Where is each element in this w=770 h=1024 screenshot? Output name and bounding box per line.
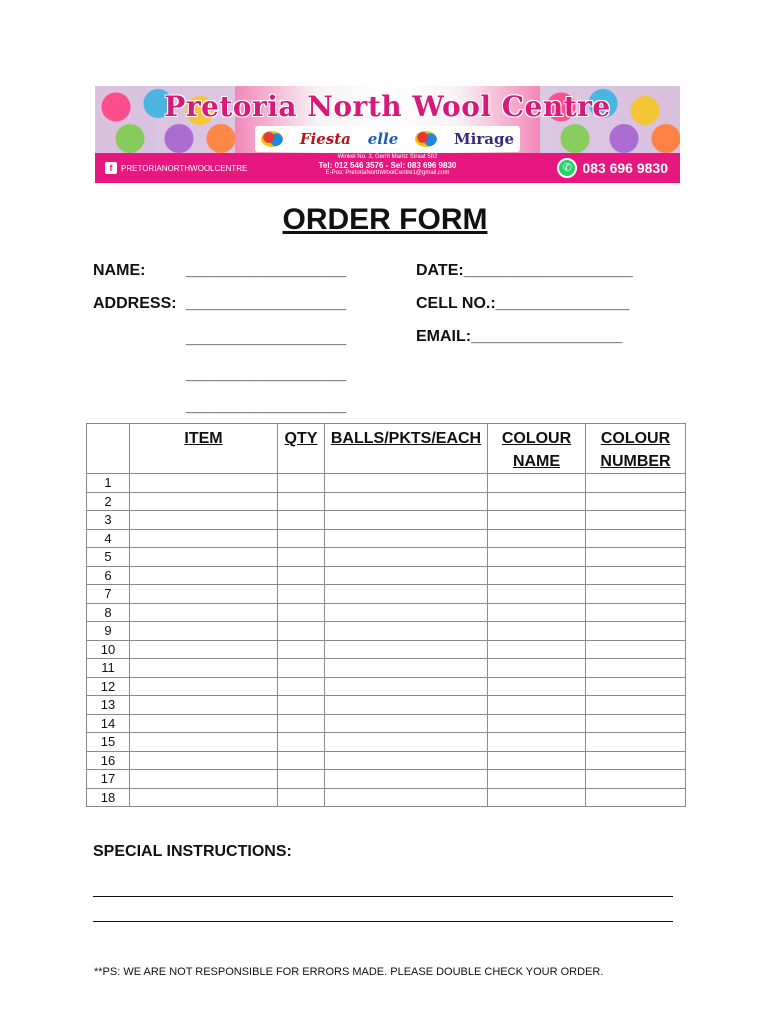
item-cell[interactable] [130,548,278,567]
table-row [87,714,686,733]
special-instructions-label: SPECIAL INSTRUCTIONS: [93,843,292,860]
item-cell[interactable] [130,511,278,530]
name-field[interactable]: __________________ [186,262,347,279]
table-row [87,529,686,548]
header-item: ITEM [130,424,278,474]
colour-number-cell[interactable] [586,659,686,678]
colour-name-cell[interactable] [488,696,586,715]
qty-cell[interactable] [278,529,325,548]
facebook-icon: f [105,162,117,174]
brand-fiesta: Fiesta [299,130,351,148]
header-qty: QTY [278,424,325,474]
balls-pkts-each-cell[interactable] [325,677,488,696]
balls-pkts-each-cell[interactable] [325,696,488,715]
colour-number-cell[interactable] [586,511,686,530]
order-table [86,423,686,807]
contact-details [275,154,500,177]
colour-name-cell[interactable] [488,714,586,733]
colour-name-cell[interactable] [488,585,586,604]
form-title: ORDER FORM [282,203,488,236]
item-cell[interactable] [130,751,278,770]
colour-number-cell[interactable] [586,474,686,493]
colour-name-cell[interactable] [488,511,586,530]
balls-pkts-each-cell[interactable] [325,788,488,807]
row-number: 3 [87,511,130,530]
store-email: E-Pos: PretoriaNorthWoolCentre1@gmail.com [325,170,450,177]
qty-cell[interactable] [278,751,325,770]
colour-name-cell[interactable] [488,788,586,807]
date-field[interactable] [416,262,633,280]
table-row [87,788,686,807]
item-cell[interactable] [130,585,278,604]
address-field-line-3[interactable]: __________________ [186,366,347,383]
email-blank: _________________ [471,328,623,345]
item-cell[interactable] [130,566,278,585]
item-cell[interactable] [130,677,278,696]
header-number [87,424,130,474]
row-number: 12 [87,677,130,696]
balls-pkts-each-cell[interactable] [325,585,488,604]
address-field-line-1[interactable]: __________________ [186,295,347,312]
table-row [87,603,686,622]
colour-number-cell[interactable] [586,770,686,789]
balls-pkts-each-cell[interactable] [325,733,488,752]
brand-elle: elle [367,130,399,148]
yarn-ball-icon [415,131,437,147]
colour-number-cell[interactable] [586,733,686,752]
colour-name-cell[interactable] [488,529,586,548]
qty-cell[interactable] [278,788,325,807]
header-balls-pkts-each: BALLS/PKTS/EACH [325,424,488,474]
colour-name-cell[interactable] [488,751,586,770]
header-colour-number: COLOUR NUMBER [586,424,686,474]
row-number: 15 [87,733,130,752]
name-label: NAME: [93,262,146,279]
item-cell[interactable] [130,474,278,493]
colour-number-cell[interactable] [586,622,686,641]
disclaimer-footnote: **PS: WE ARE NOT RESPONSIBLE FOR ERRORS MADE. PLEASE DOUBLE CHECK YOUR ORDER. [94,966,604,978]
colour-name-cell[interactable] [488,548,586,567]
cell-label: CELL NO.: [416,295,496,312]
table-row [87,696,686,715]
colour-name-cell[interactable] [488,622,586,641]
qty-cell[interactable] [278,566,325,585]
colour-number-cell[interactable] [586,677,686,696]
table-row [87,659,686,678]
item-cell[interactable] [130,659,278,678]
balls-pkts-each-cell[interactable] [325,770,488,789]
item-cell[interactable] [130,788,278,807]
qty-cell[interactable] [278,714,325,733]
qty-cell[interactable] [278,677,325,696]
row-number: 6 [87,566,130,585]
colour-number-cell[interactable] [586,548,686,567]
brand-mirage: Mirage [454,130,514,148]
qty-cell[interactable] [278,603,325,622]
brand-logos [255,126,520,152]
table-row [87,677,686,696]
row-number: 2 [87,492,130,511]
order-rows [87,474,686,807]
colour-name-cell[interactable] [488,677,586,696]
colour-name-cell[interactable] [488,733,586,752]
colour-number-cell[interactable] [586,566,686,585]
qty-cell[interactable] [278,733,325,752]
table-row [87,770,686,789]
qty-cell[interactable] [278,511,325,530]
table-row [87,751,686,770]
colour-number-cell[interactable] [586,603,686,622]
row-number: 16 [87,751,130,770]
instructions-line-1[interactable] [93,896,673,897]
row-number: 14 [87,714,130,733]
colour-number-cell[interactable] [586,585,686,604]
colour-number-cell[interactable] [586,696,686,715]
table-row [87,474,686,493]
qty-cell[interactable] [278,548,325,567]
colour-number-cell[interactable] [586,788,686,807]
item-cell[interactable] [130,696,278,715]
colour-name-cell[interactable] [488,640,586,659]
table-row [87,492,686,511]
address-field-line-4[interactable]: __________________ [186,398,347,415]
table-row [87,566,686,585]
row-number: 4 [87,529,130,548]
date-label: DATE: [416,262,464,279]
row-number: 9 [87,622,130,641]
table-header-row [87,424,686,474]
row-number: 10 [87,640,130,659]
qty-cell[interactable] [278,474,325,493]
table-row [87,548,686,567]
row-number: 5 [87,548,130,567]
store-name: Pretoria North Wool Centre [164,90,611,123]
colour-name-cell[interactable] [488,603,586,622]
social-handle [105,162,247,174]
balls-pkts-each-cell[interactable] [325,492,488,511]
qty-cell[interactable] [278,622,325,641]
qty-cell[interactable] [278,770,325,789]
row-number: 11 [87,659,130,678]
whatsapp-contact [557,158,668,178]
balls-pkts-each-cell[interactable] [325,566,488,585]
item-cell[interactable] [130,640,278,659]
colour-number-cell[interactable] [586,492,686,511]
qty-cell[interactable] [278,659,325,678]
colour-name-cell[interactable] [488,474,586,493]
item-cell[interactable] [130,529,278,548]
table-row [87,622,686,641]
balls-pkts-each-cell[interactable] [325,529,488,548]
item-cell[interactable] [130,622,278,641]
date-blank: ___________________ [463,262,633,279]
table-row [87,585,686,604]
qty-cell[interactable] [278,640,325,659]
qty-cell[interactable] [278,585,325,604]
balls-pkts-each-cell[interactable] [325,511,488,530]
row-number: 17 [87,770,130,789]
colour-number-cell[interactable] [586,751,686,770]
colour-name-cell[interactable] [488,566,586,585]
row-number: 8 [87,603,130,622]
cell-blank: _______________ [495,295,630,312]
whatsapp-icon: ✆ [557,158,577,178]
row-number: 18 [87,788,130,807]
address-field-line-2[interactable]: __________________ [186,330,347,347]
store-address: Winkel No. 3, Gerrit Maritz Straat 582 [337,154,438,160]
contact-strip [95,153,680,183]
instructions-line-2[interactable] [93,921,673,922]
balls-pkts-each-cell[interactable] [325,548,488,567]
table-row [87,640,686,659]
balls-pkts-each-cell[interactable] [325,622,488,641]
row-number: 7 [87,585,130,604]
store-banner [95,86,680,183]
email-label: EMAIL: [416,328,472,345]
colour-number-cell[interactable] [586,640,686,659]
colour-name-cell[interactable] [488,659,586,678]
row-number: 13 [87,696,130,715]
whatsapp-number: 083 696 9830 [582,160,668,176]
balls-pkts-each-cell[interactable] [325,751,488,770]
table-row [87,733,686,752]
address-label: ADDRESS: [93,295,177,312]
item-cell[interactable] [130,714,278,733]
table-row [87,511,686,530]
balls-pkts-each-cell[interactable] [325,659,488,678]
row-number: 1 [87,474,130,493]
balls-pkts-each-cell[interactable] [325,714,488,733]
store-telephone: Tel: 012 546 3576 - Sel: 083 696 9830 [318,160,457,170]
colour-name-cell[interactable] [488,770,586,789]
item-cell[interactable] [130,733,278,752]
cell-field[interactable] [416,295,629,313]
colour-number-cell[interactable] [586,529,686,548]
yarn-logo-icon [261,131,283,147]
colour-number-cell[interactable] [586,714,686,733]
item-cell[interactable] [130,603,278,622]
header-colour-name: COLOUR NAME [488,424,586,474]
qty-cell[interactable] [278,492,325,511]
qty-cell[interactable] [278,696,325,715]
balls-pkts-each-cell[interactable] [325,640,488,659]
social-handle-text: PRETORIANORTHWOOLCENTRE [121,163,248,173]
item-cell[interactable] [130,770,278,789]
item-cell[interactable] [130,492,278,511]
balls-pkts-each-cell[interactable] [325,474,488,493]
email-field[interactable] [416,328,622,346]
colour-name-cell[interactable] [488,492,586,511]
balls-pkts-each-cell[interactable] [325,603,488,622]
